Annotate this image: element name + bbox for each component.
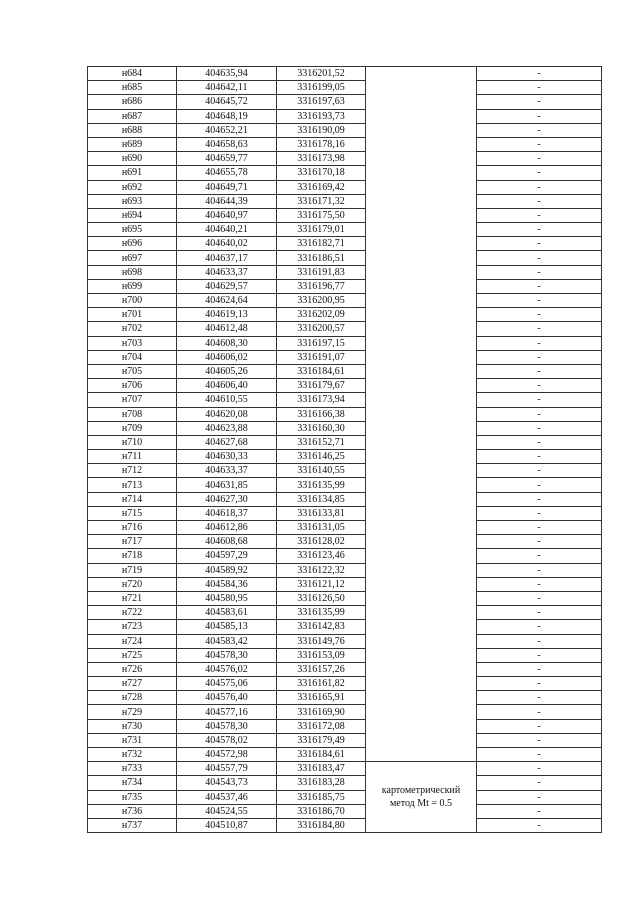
y-coordinate-cell: 3316170,18 — [277, 166, 366, 180]
error-cell: - — [477, 251, 602, 265]
error-cell: - — [477, 577, 602, 591]
error-cell: - — [477, 790, 602, 804]
x-coordinate-cell: 404557,79 — [177, 762, 277, 776]
x-coordinate-cell: 404612,86 — [177, 521, 277, 535]
error-cell: - — [477, 152, 602, 166]
point-name-cell: н697 — [88, 251, 177, 265]
y-coordinate-cell: 3316165,91 — [277, 691, 366, 705]
point-name-cell: н698 — [88, 265, 177, 279]
x-coordinate-cell: 404645,72 — [177, 95, 277, 109]
table-row — [88, 166, 602, 180]
y-coordinate-cell: 3316183,47 — [277, 762, 366, 776]
point-name-cell: н719 — [88, 563, 177, 577]
x-coordinate-cell: 404583,61 — [177, 606, 277, 620]
x-coordinate-cell: 404652,21 — [177, 123, 277, 137]
point-name-cell: н691 — [88, 166, 177, 180]
table-row — [88, 677, 602, 691]
error-cell: - — [477, 591, 602, 605]
table-row — [88, 606, 602, 620]
point-name-cell: н718 — [88, 549, 177, 563]
point-name-cell: н716 — [88, 521, 177, 535]
y-coordinate-cell: 3316135,99 — [277, 478, 366, 492]
error-cell: - — [477, 563, 602, 577]
table-row — [88, 577, 602, 591]
table-row — [88, 308, 602, 322]
table-row — [88, 591, 602, 605]
point-name-cell: н723 — [88, 620, 177, 634]
error-cell: - — [477, 379, 602, 393]
point-name-cell: н732 — [88, 748, 177, 762]
x-coordinate-cell: 404608,68 — [177, 535, 277, 549]
x-coordinate-cell: 404575,06 — [177, 677, 277, 691]
table-row — [88, 691, 602, 705]
x-coordinate-cell: 404631,85 — [177, 478, 277, 492]
y-coordinate-cell: 3316142,83 — [277, 620, 366, 634]
table-row — [88, 620, 602, 634]
y-coordinate-cell: 3316186,70 — [277, 804, 366, 818]
y-coordinate-cell: 3316173,98 — [277, 152, 366, 166]
y-coordinate-cell: 3316153,09 — [277, 648, 366, 662]
y-coordinate-cell: 3316184,61 — [277, 748, 366, 762]
table-row — [88, 762, 602, 776]
point-name-cell: н715 — [88, 506, 177, 520]
y-coordinate-cell: 3316200,57 — [277, 322, 366, 336]
x-coordinate-cell: 404524,55 — [177, 804, 277, 818]
table-row — [88, 251, 602, 265]
error-cell: - — [477, 279, 602, 293]
error-cell: - — [477, 223, 602, 237]
point-name-cell: н736 — [88, 804, 177, 818]
error-cell: - — [477, 421, 602, 435]
table-row — [88, 152, 602, 166]
point-name-cell: н687 — [88, 109, 177, 123]
x-coordinate-cell: 404640,21 — [177, 223, 277, 237]
error-cell: - — [477, 137, 602, 151]
point-name-cell: н709 — [88, 421, 177, 435]
table-row — [88, 81, 602, 95]
x-coordinate-cell: 404612,48 — [177, 322, 277, 336]
error-cell: - — [477, 620, 602, 634]
method-cell — [366, 762, 477, 833]
x-coordinate-cell: 404578,30 — [177, 719, 277, 733]
point-name-cell: н699 — [88, 279, 177, 293]
y-coordinate-cell: 3316173,94 — [277, 393, 366, 407]
point-name-cell: н722 — [88, 606, 177, 620]
error-cell: - — [477, 606, 602, 620]
point-name-cell: н688 — [88, 123, 177, 137]
table-row — [88, 322, 602, 336]
point-name-cell: н704 — [88, 350, 177, 364]
x-coordinate-cell: 404583,42 — [177, 634, 277, 648]
table-row — [88, 67, 602, 81]
y-coordinate-cell: 3316149,76 — [277, 634, 366, 648]
table-row — [88, 350, 602, 364]
y-coordinate-cell: 3316133,81 — [277, 506, 366, 520]
error-cell: - — [477, 450, 602, 464]
y-coordinate-cell: 3316184,80 — [277, 818, 366, 832]
y-coordinate-cell: 3316200,95 — [277, 294, 366, 308]
point-name-cell: н707 — [88, 393, 177, 407]
x-coordinate-cell: 404658,63 — [177, 137, 277, 151]
point-name-cell: н735 — [88, 790, 177, 804]
point-name-cell: н710 — [88, 435, 177, 449]
point-name-cell: н692 — [88, 180, 177, 194]
table-row — [88, 648, 602, 662]
x-coordinate-cell: 404633,37 — [177, 265, 277, 279]
error-cell: - — [477, 67, 602, 81]
error-cell: - — [477, 109, 602, 123]
table-row — [88, 478, 602, 492]
table-row — [88, 95, 602, 109]
x-coordinate-cell: 404618,37 — [177, 506, 277, 520]
x-coordinate-cell: 404577,16 — [177, 705, 277, 719]
point-name-cell: н726 — [88, 662, 177, 676]
x-coordinate-cell: 404640,02 — [177, 237, 277, 251]
y-coordinate-cell: 3316157,26 — [277, 662, 366, 676]
x-coordinate-cell: 404630,33 — [177, 450, 277, 464]
point-name-cell: н693 — [88, 194, 177, 208]
x-coordinate-cell: 404585,13 — [177, 620, 277, 634]
x-coordinate-cell: 404637,17 — [177, 251, 277, 265]
error-cell: - — [477, 535, 602, 549]
point-name-cell: н696 — [88, 237, 177, 251]
x-coordinate-cell: 404624,64 — [177, 294, 277, 308]
point-name-cell: н734 — [88, 776, 177, 790]
error-cell: - — [477, 492, 602, 506]
y-coordinate-cell: 3316184,61 — [277, 364, 366, 378]
x-coordinate-cell: 404597,29 — [177, 549, 277, 563]
x-coordinate-cell: 404627,68 — [177, 435, 277, 449]
point-name-cell: н730 — [88, 719, 177, 733]
x-coordinate-cell: 404576,40 — [177, 691, 277, 705]
x-coordinate-cell: 404644,39 — [177, 194, 277, 208]
error-cell: - — [477, 166, 602, 180]
table-row — [88, 435, 602, 449]
x-coordinate-cell: 404608,30 — [177, 336, 277, 350]
error-cell: - — [477, 237, 602, 251]
y-coordinate-cell: 3316126,50 — [277, 591, 366, 605]
y-coordinate-cell: 3316196,77 — [277, 279, 366, 293]
error-cell: - — [477, 435, 602, 449]
error-cell: - — [477, 719, 602, 733]
y-coordinate-cell: 3316182,71 — [277, 237, 366, 251]
table-row — [88, 818, 602, 832]
table-row — [88, 521, 602, 535]
point-name-cell: н713 — [88, 478, 177, 492]
error-cell: - — [477, 180, 602, 194]
error-cell: - — [477, 265, 602, 279]
point-name-cell: н695 — [88, 223, 177, 237]
point-name-cell: н684 — [88, 67, 177, 81]
error-cell: - — [477, 393, 602, 407]
y-coordinate-cell: 3316169,90 — [277, 705, 366, 719]
x-coordinate-cell: 404629,57 — [177, 279, 277, 293]
error-cell: - — [477, 308, 602, 322]
y-coordinate-cell: 3316191,07 — [277, 350, 366, 364]
x-coordinate-cell: 404606,40 — [177, 379, 277, 393]
table-row — [88, 464, 602, 478]
point-name-cell: н686 — [88, 95, 177, 109]
x-coordinate-cell: 404642,11 — [177, 81, 277, 95]
error-cell: - — [477, 478, 602, 492]
x-coordinate-cell: 404620,08 — [177, 407, 277, 421]
table-row — [88, 294, 602, 308]
x-coordinate-cell: 404537,46 — [177, 790, 277, 804]
table-row — [88, 421, 602, 435]
error-cell: - — [477, 521, 602, 535]
x-coordinate-cell: 404655,78 — [177, 166, 277, 180]
error-cell: - — [477, 350, 602, 364]
table-row — [88, 662, 602, 676]
point-name-cell: н689 — [88, 137, 177, 151]
error-cell: - — [477, 762, 602, 776]
error-cell: - — [477, 662, 602, 676]
point-name-cell: н737 — [88, 818, 177, 832]
point-name-cell: н720 — [88, 577, 177, 591]
table-row — [88, 379, 602, 393]
point-name-cell: н729 — [88, 705, 177, 719]
y-coordinate-cell: 3316122,32 — [277, 563, 366, 577]
y-coordinate-cell: 3316191,83 — [277, 265, 366, 279]
y-coordinate-cell: 3316152,71 — [277, 435, 366, 449]
point-name-cell: н712 — [88, 464, 177, 478]
x-coordinate-cell: 404578,30 — [177, 648, 277, 662]
point-name-cell: н703 — [88, 336, 177, 350]
point-name-cell: н724 — [88, 634, 177, 648]
y-coordinate-cell: 3316202,09 — [277, 308, 366, 322]
table-row — [88, 393, 602, 407]
point-name-cell: н733 — [88, 762, 177, 776]
x-coordinate-cell: 404584,36 — [177, 577, 277, 591]
y-coordinate-cell: 3316171,32 — [277, 194, 366, 208]
error-cell: - — [477, 336, 602, 350]
error-cell: - — [477, 677, 602, 691]
table-row — [88, 563, 602, 577]
table-row — [88, 109, 602, 123]
table-row — [88, 506, 602, 520]
point-name-cell: н702 — [88, 322, 177, 336]
error-cell: - — [477, 194, 602, 208]
point-name-cell: н685 — [88, 81, 177, 95]
x-coordinate-cell: 404605,26 — [177, 364, 277, 378]
point-name-cell: н705 — [88, 364, 177, 378]
table-row — [88, 776, 602, 790]
table-row — [88, 748, 602, 762]
error-cell: - — [477, 818, 602, 832]
point-name-cell: н708 — [88, 407, 177, 421]
table-row — [88, 364, 602, 378]
y-coordinate-cell: 3316121,12 — [277, 577, 366, 591]
y-coordinate-cell: 3316193,73 — [277, 109, 366, 123]
table-row — [88, 535, 602, 549]
table-row — [88, 208, 602, 222]
y-coordinate-cell: 3316161,82 — [277, 677, 366, 691]
error-cell: - — [477, 294, 602, 308]
x-coordinate-cell: 404659,77 — [177, 152, 277, 166]
error-cell: - — [477, 634, 602, 648]
x-coordinate-cell: 404589,92 — [177, 563, 277, 577]
y-coordinate-cell: 3316140,55 — [277, 464, 366, 478]
x-coordinate-cell: 404635,94 — [177, 67, 277, 81]
table-row — [88, 194, 602, 208]
error-cell: - — [477, 549, 602, 563]
table-row — [88, 804, 602, 818]
table-row — [88, 137, 602, 151]
y-coordinate-cell: 3316197,63 — [277, 95, 366, 109]
y-coordinate-cell: 3316201,52 — [277, 67, 366, 81]
error-cell: - — [477, 464, 602, 478]
y-coordinate-cell: 3316179,01 — [277, 223, 366, 237]
y-coordinate-cell: 3316146,25 — [277, 450, 366, 464]
x-coordinate-cell: 404640,97 — [177, 208, 277, 222]
point-name-cell: н731 — [88, 733, 177, 747]
table-row — [88, 180, 602, 194]
coordinates-table — [87, 66, 602, 833]
error-cell: - — [477, 804, 602, 818]
table-row — [88, 237, 602, 251]
table-row — [88, 450, 602, 464]
table-row — [88, 407, 602, 421]
table-row — [88, 336, 602, 350]
x-coordinate-cell: 404578,02 — [177, 733, 277, 747]
y-coordinate-cell: 3316179,67 — [277, 379, 366, 393]
table-row — [88, 492, 602, 506]
y-coordinate-cell: 3316128,02 — [277, 535, 366, 549]
y-coordinate-cell: 3316185,75 — [277, 790, 366, 804]
point-name-cell: н728 — [88, 691, 177, 705]
error-cell: - — [477, 208, 602, 222]
point-name-cell: н700 — [88, 294, 177, 308]
error-cell: - — [477, 691, 602, 705]
x-coordinate-cell: 404580,95 — [177, 591, 277, 605]
method-cell-empty — [366, 67, 477, 762]
table-row — [88, 265, 602, 279]
y-coordinate-cell: 3316186,51 — [277, 251, 366, 265]
table-row — [88, 790, 602, 804]
error-cell: - — [477, 95, 602, 109]
coordinates-table-body — [88, 67, 602, 833]
error-cell: - — [477, 81, 602, 95]
x-coordinate-cell: 404572,98 — [177, 748, 277, 762]
point-name-cell: н727 — [88, 677, 177, 691]
point-name-cell: н690 — [88, 152, 177, 166]
point-name-cell: н701 — [88, 308, 177, 322]
point-name-cell: н694 — [88, 208, 177, 222]
y-coordinate-cell: 3316166,38 — [277, 407, 366, 421]
point-name-cell: н706 — [88, 379, 177, 393]
y-coordinate-cell: 3316160,30 — [277, 421, 366, 435]
error-cell: - — [477, 776, 602, 790]
y-coordinate-cell: 3316183,28 — [277, 776, 366, 790]
x-coordinate-cell: 404510,87 — [177, 818, 277, 832]
y-coordinate-cell: 3316178,16 — [277, 137, 366, 151]
x-coordinate-cell: 404649,71 — [177, 180, 277, 194]
y-coordinate-cell: 3316175,50 — [277, 208, 366, 222]
error-cell: - — [477, 506, 602, 520]
x-coordinate-cell: 404576,02 — [177, 662, 277, 676]
method-note: картометрический метод Mt = 0.5 — [381, 785, 461, 810]
x-coordinate-cell: 404619,13 — [177, 308, 277, 322]
error-cell: - — [477, 123, 602, 137]
table-row — [88, 719, 602, 733]
y-coordinate-cell: 3316134,85 — [277, 492, 366, 506]
error-cell: - — [477, 322, 602, 336]
x-coordinate-cell: 404633,37 — [177, 464, 277, 478]
table-row — [88, 705, 602, 719]
y-coordinate-cell: 3316197,15 — [277, 336, 366, 350]
error-cell: - — [477, 364, 602, 378]
table-row — [88, 634, 602, 648]
x-coordinate-cell: 404543,73 — [177, 776, 277, 790]
y-coordinate-cell: 3316169,42 — [277, 180, 366, 194]
x-coordinate-cell: 404623,88 — [177, 421, 277, 435]
table-row — [88, 549, 602, 563]
x-coordinate-cell: 404606,02 — [177, 350, 277, 364]
point-name-cell: н714 — [88, 492, 177, 506]
y-coordinate-cell: 3316135,99 — [277, 606, 366, 620]
y-coordinate-cell: 3316179,49 — [277, 733, 366, 747]
y-coordinate-cell: 3316123,46 — [277, 549, 366, 563]
y-coordinate-cell: 3316172,08 — [277, 719, 366, 733]
error-cell: - — [477, 407, 602, 421]
y-coordinate-cell: 3316131,05 — [277, 521, 366, 535]
point-name-cell: н725 — [88, 648, 177, 662]
point-name-cell: н721 — [88, 591, 177, 605]
x-coordinate-cell: 404627,30 — [177, 492, 277, 506]
error-cell: - — [477, 648, 602, 662]
table-row — [88, 123, 602, 137]
x-coordinate-cell: 404610,55 — [177, 393, 277, 407]
y-coordinate-cell: 3316190,09 — [277, 123, 366, 137]
x-coordinate-cell: 404648,19 — [177, 109, 277, 123]
point-name-cell: н717 — [88, 535, 177, 549]
point-name-cell: н711 — [88, 450, 177, 464]
error-cell: - — [477, 733, 602, 747]
error-cell: - — [477, 748, 602, 762]
y-coordinate-cell: 3316199,05 — [277, 81, 366, 95]
table-row — [88, 223, 602, 237]
error-cell: - — [477, 705, 602, 719]
table-row — [88, 279, 602, 293]
table-row — [88, 733, 602, 747]
